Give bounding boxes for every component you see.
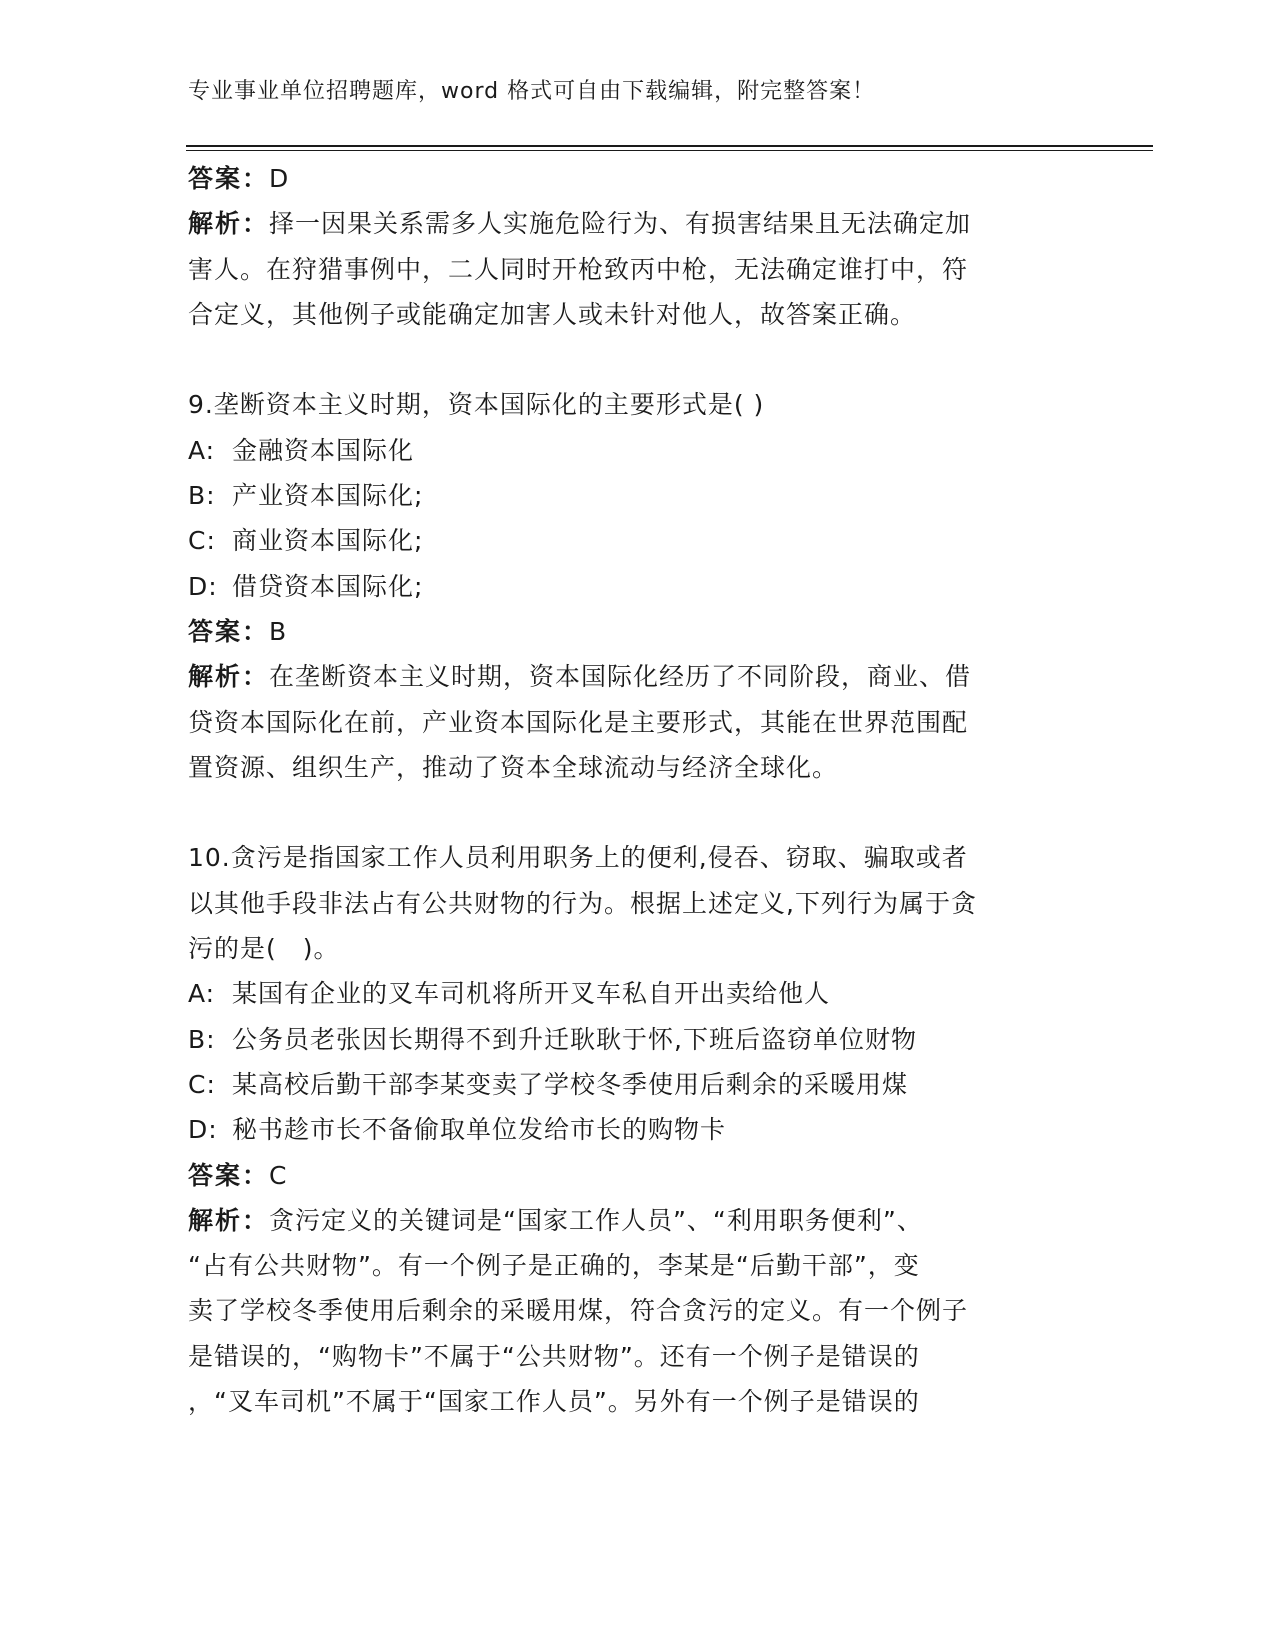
page-header: 专业事业单位招聘题库，word 格式可自由下载编辑，附完整答案！ bbox=[188, 79, 876, 104]
analysis-text: 贪污定义的关键词是“国家工作人员”、“利用职务便利”、 bbox=[269, 1205, 923, 1235]
spacer bbox=[188, 337, 1088, 382]
analysis-line: 合定义，其他例子或能确定加害人或未针对他人，故答案正确。 bbox=[188, 299, 917, 329]
analysis-line bbox=[188, 201, 1088, 246]
option-text: 某国有企业的叉车司机将所开叉车私自开出卖给他人 bbox=[232, 979, 831, 1009]
option-text: 金融资本国际化 bbox=[232, 435, 415, 465]
analysis-line bbox=[188, 1198, 1088, 1243]
answer-label: 答案： bbox=[188, 164, 270, 193]
option-text: 某高校后勤干部李某变卖了学校冬季使用后剩余的采暖用煤 bbox=[232, 1069, 909, 1099]
option-key: C: bbox=[188, 526, 216, 556]
option-line bbox=[188, 1107, 1088, 1152]
option-key: A: bbox=[188, 435, 216, 465]
analysis-line: 害人。在狩猎事例中，二人同时开枪致丙中枪，无法确定谁打中，符 bbox=[188, 254, 969, 284]
answer-value: B bbox=[269, 616, 288, 646]
analysis-label: 解析： bbox=[188, 209, 270, 239]
option-text: 秘书趁市长不备偷取单位发给市长的购物卡 bbox=[232, 1115, 727, 1145]
option-key: C: bbox=[188, 1069, 216, 1099]
analysis-line: ，“叉车司机”不属于“国家工作人员”。另外有一个例子是错误的 bbox=[188, 1387, 920, 1417]
answer-label: 答案： bbox=[188, 616, 270, 646]
question-10-stem: 污的是( )。 bbox=[188, 934, 340, 964]
option-key: B: bbox=[188, 481, 216, 511]
option-text: 借贷资本国际化; bbox=[232, 571, 424, 601]
answer-value: D bbox=[269, 164, 290, 193]
analysis-line: 置资源、组织生产，推动了资本全球流动与经济全球化。 bbox=[188, 752, 839, 782]
option-key: A: bbox=[188, 979, 216, 1009]
analysis-text: 在垄断资本主义时期，资本国际化经历了不同阶段，商业、借 bbox=[269, 662, 972, 692]
option-text: 公务员老张因长期得不到升迁耿耿于怀,下班后盗窃单位财物 bbox=[232, 1024, 917, 1054]
option-text: 产业资本国际化; bbox=[232, 481, 424, 511]
analysis-text: 择一因果关系需多人实施危险行为、有损害结果且无法确定加 bbox=[269, 209, 972, 239]
option-key: D: bbox=[188, 1115, 218, 1145]
option-line bbox=[188, 473, 1088, 518]
spacer bbox=[188, 790, 1088, 835]
header-rule-thick bbox=[186, 145, 1153, 147]
document-body bbox=[188, 156, 1088, 1424]
option-line bbox=[188, 1017, 1088, 1062]
option-line bbox=[188, 971, 1088, 1016]
option-line bbox=[188, 564, 1088, 609]
analysis-line: “占有公共财物”。有一个例子是正确的，李某是“后勤干部”，变 bbox=[188, 1251, 920, 1281]
option-line bbox=[188, 518, 1088, 563]
analysis-label: 解析： bbox=[188, 662, 270, 692]
answer-label: 答案： bbox=[188, 1160, 270, 1190]
question-10-stem: 以其他手段非法占有公共财物的行为。根据上述定义,下列行为属于贪 bbox=[188, 888, 977, 918]
analysis-line bbox=[188, 654, 1088, 699]
option-line bbox=[188, 428, 1088, 473]
question-10-stem: 10.贪污是指国家工作人员利用职务上的便利,侵吞、窃取、骗取或者 bbox=[188, 843, 968, 873]
answer-line bbox=[188, 609, 1088, 654]
answer-line bbox=[188, 1153, 1088, 1198]
option-line bbox=[188, 1062, 1088, 1107]
option-key: D: bbox=[188, 571, 218, 601]
analysis-line: 是错误的，“购物卡”不属于“公共财物”。还有一个例子是错误的 bbox=[188, 1341, 920, 1371]
answer-line bbox=[188, 156, 1088, 201]
header-rule-thin bbox=[186, 150, 1153, 151]
analysis-line: 贷资本国际化在前，产业资本国际化是主要形式，其能在世界范围配 bbox=[188, 707, 969, 737]
question-9-stem: 9.垄断资本主义时期，资本国际化的主要形式是( ) bbox=[188, 390, 765, 420]
option-text: 商业资本国际化; bbox=[232, 526, 424, 556]
option-key: B: bbox=[188, 1024, 216, 1054]
answer-value: C bbox=[269, 1160, 288, 1190]
analysis-line: 卖了学校冬季使用后剩余的采暖用煤，符合贪污的定义。有一个例子 bbox=[188, 1296, 969, 1326]
analysis-label: 解析： bbox=[188, 1205, 270, 1235]
